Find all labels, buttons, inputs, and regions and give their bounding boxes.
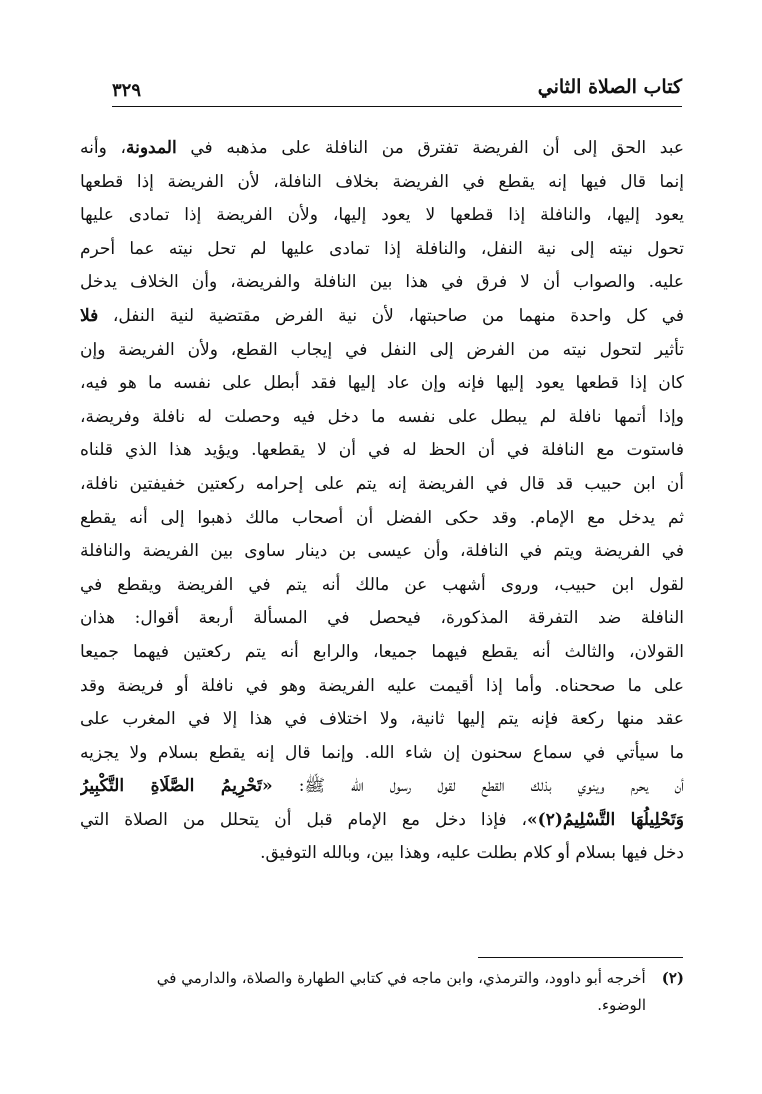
emphasis-text: المدونة [125,138,177,158]
running-header [112,76,682,106]
footnote-reference: (٢)» [527,809,563,830]
text-line: ثم يدخل مع الإمام. وقد حكى الفضل أن أصحاب مالك ذهبوا إلى أنه يقطع [80,507,684,528]
footnote-divider [478,957,683,958]
text-line: في الفريضة ويتم في النافلة، وأن عيسى بن دينار ساوى بين الفريضة والنافلة [80,541,684,562]
text-line: على ما صححناه. وأما إذا أقيمت عليه الفريضة وهو في نافلة أو فريضة وقد [80,675,684,696]
text-line: النافلة ضد التفرقة المذكورة، فيحصل في المسألة أربعة أقوال: هذان [80,608,684,629]
text-line: فاستوت مع النافلة في أن الحظ له في أن لا يقطعها. ويؤيد هذا الذي قلناه [80,440,684,461]
text-line: وَتَحْلِيلُهَا التَّسْلِيمُ(٢)»، فإذا دخل مع الإمام قبل أن يتحلل من الصلاة التي [80,809,684,830]
text-line: تحول نيته إلى نية النفل، والنافلة إذا تمادى عليها لم تحل نيته عما أحرم [80,238,684,259]
text-line: أن ابن حبيب قد قال في الفريضة إنه يتم على إحرامه ركعتين خفيفتين نافلة، [80,473,684,494]
text-line: القولان، والثالث أنه يقطع فيهما جميعا، والرابع أنه يتم ركعتين فيهما جميعا [80,641,684,662]
text-line: يعود إليها، والنافلة إذا قطعها لا يعود إليها، ولأن الفريضة إذا تمادى عليها [80,205,684,226]
text-line: عبد الحق إلى أن الفريضة تفترق من النافلة على مذهبه في المدونة، وأنه [80,138,684,158]
text-line: لقول ابن حبيب، وروى أشهب عن مالك أنه يتم في الفريضة ويقطع في [80,574,684,595]
text-line: أن يحرم وينوي بذلك القطع لقول رسول الله ﷺ: «تَحْرِيمُ الصَّلَاةِ التَّكْبِيرُ [80,776,684,797]
text-line: وإذا أتمها نافلة لم يبطل على نفسه ما دخل فيه وحصلت له نافلة وفريضة، [80,406,684,427]
text-line: ما سيأتي في سماع سحنون إن شاء الله. وإنما قال إنه يقطع بسلام ولا يجزيه [80,742,684,763]
text-line: عليه. والصواب أن لا فرق في هذا بين النافلة والفريضة، وأن الخلاف يدخل [80,272,684,293]
main-text [80,132,684,871]
footnote-line: الوضوء. [597,996,646,1014]
chapter-title: كتاب الصلاة الثاني [537,76,682,98]
emphasis-text: فلا [80,305,99,326]
footnote-marker: (٢) [661,969,684,987]
hadith-quote: وَتَحْلِيلُهَا التَّسْلِيمُ [562,809,684,830]
page-number: ٣٢٩ [112,80,142,101]
header-divider [112,106,682,107]
text-line: عقد منها ركعة فإنه يتم إليها ثانية، ولا اختلاف في هذا إلا في المغرب على [80,709,684,730]
footnote-line: (٢)أخرجه أبو داوود، والترمذي، وابن ماجه في كتابي الطهارة والصلاة، والدارمي في [112,965,684,992]
text-line: تأثير لتحول نيته من الفرض إلى النفل في إيجاب القطع، ولأن الفريضة وإن [80,339,684,360]
footnote [112,965,684,1019]
text-line: كان إذا قطعها يعود إليها فإنه وإن عاد إليها فقد أبطل على نفسه ما هو فيه، [80,373,684,394]
text-line: دخل فيها بسلام أو كلام بطلت عليه، وهذا بين، وبالله التوفيق. [260,843,684,864]
text-line: إنما قال فيها إنه يقطع في الفريضة بخلاف النافلة، لأن الفريضة إذا قطعها [80,171,684,192]
text-line: في كل واحدة منهما من صاحبتها، لأن نية الفرض مقتضية لنية النفل، فلا [80,305,684,326]
hadith-quote: «تَحْرِيمُ الصَّلَاةِ التَّكْبِيرُ [80,776,273,797]
